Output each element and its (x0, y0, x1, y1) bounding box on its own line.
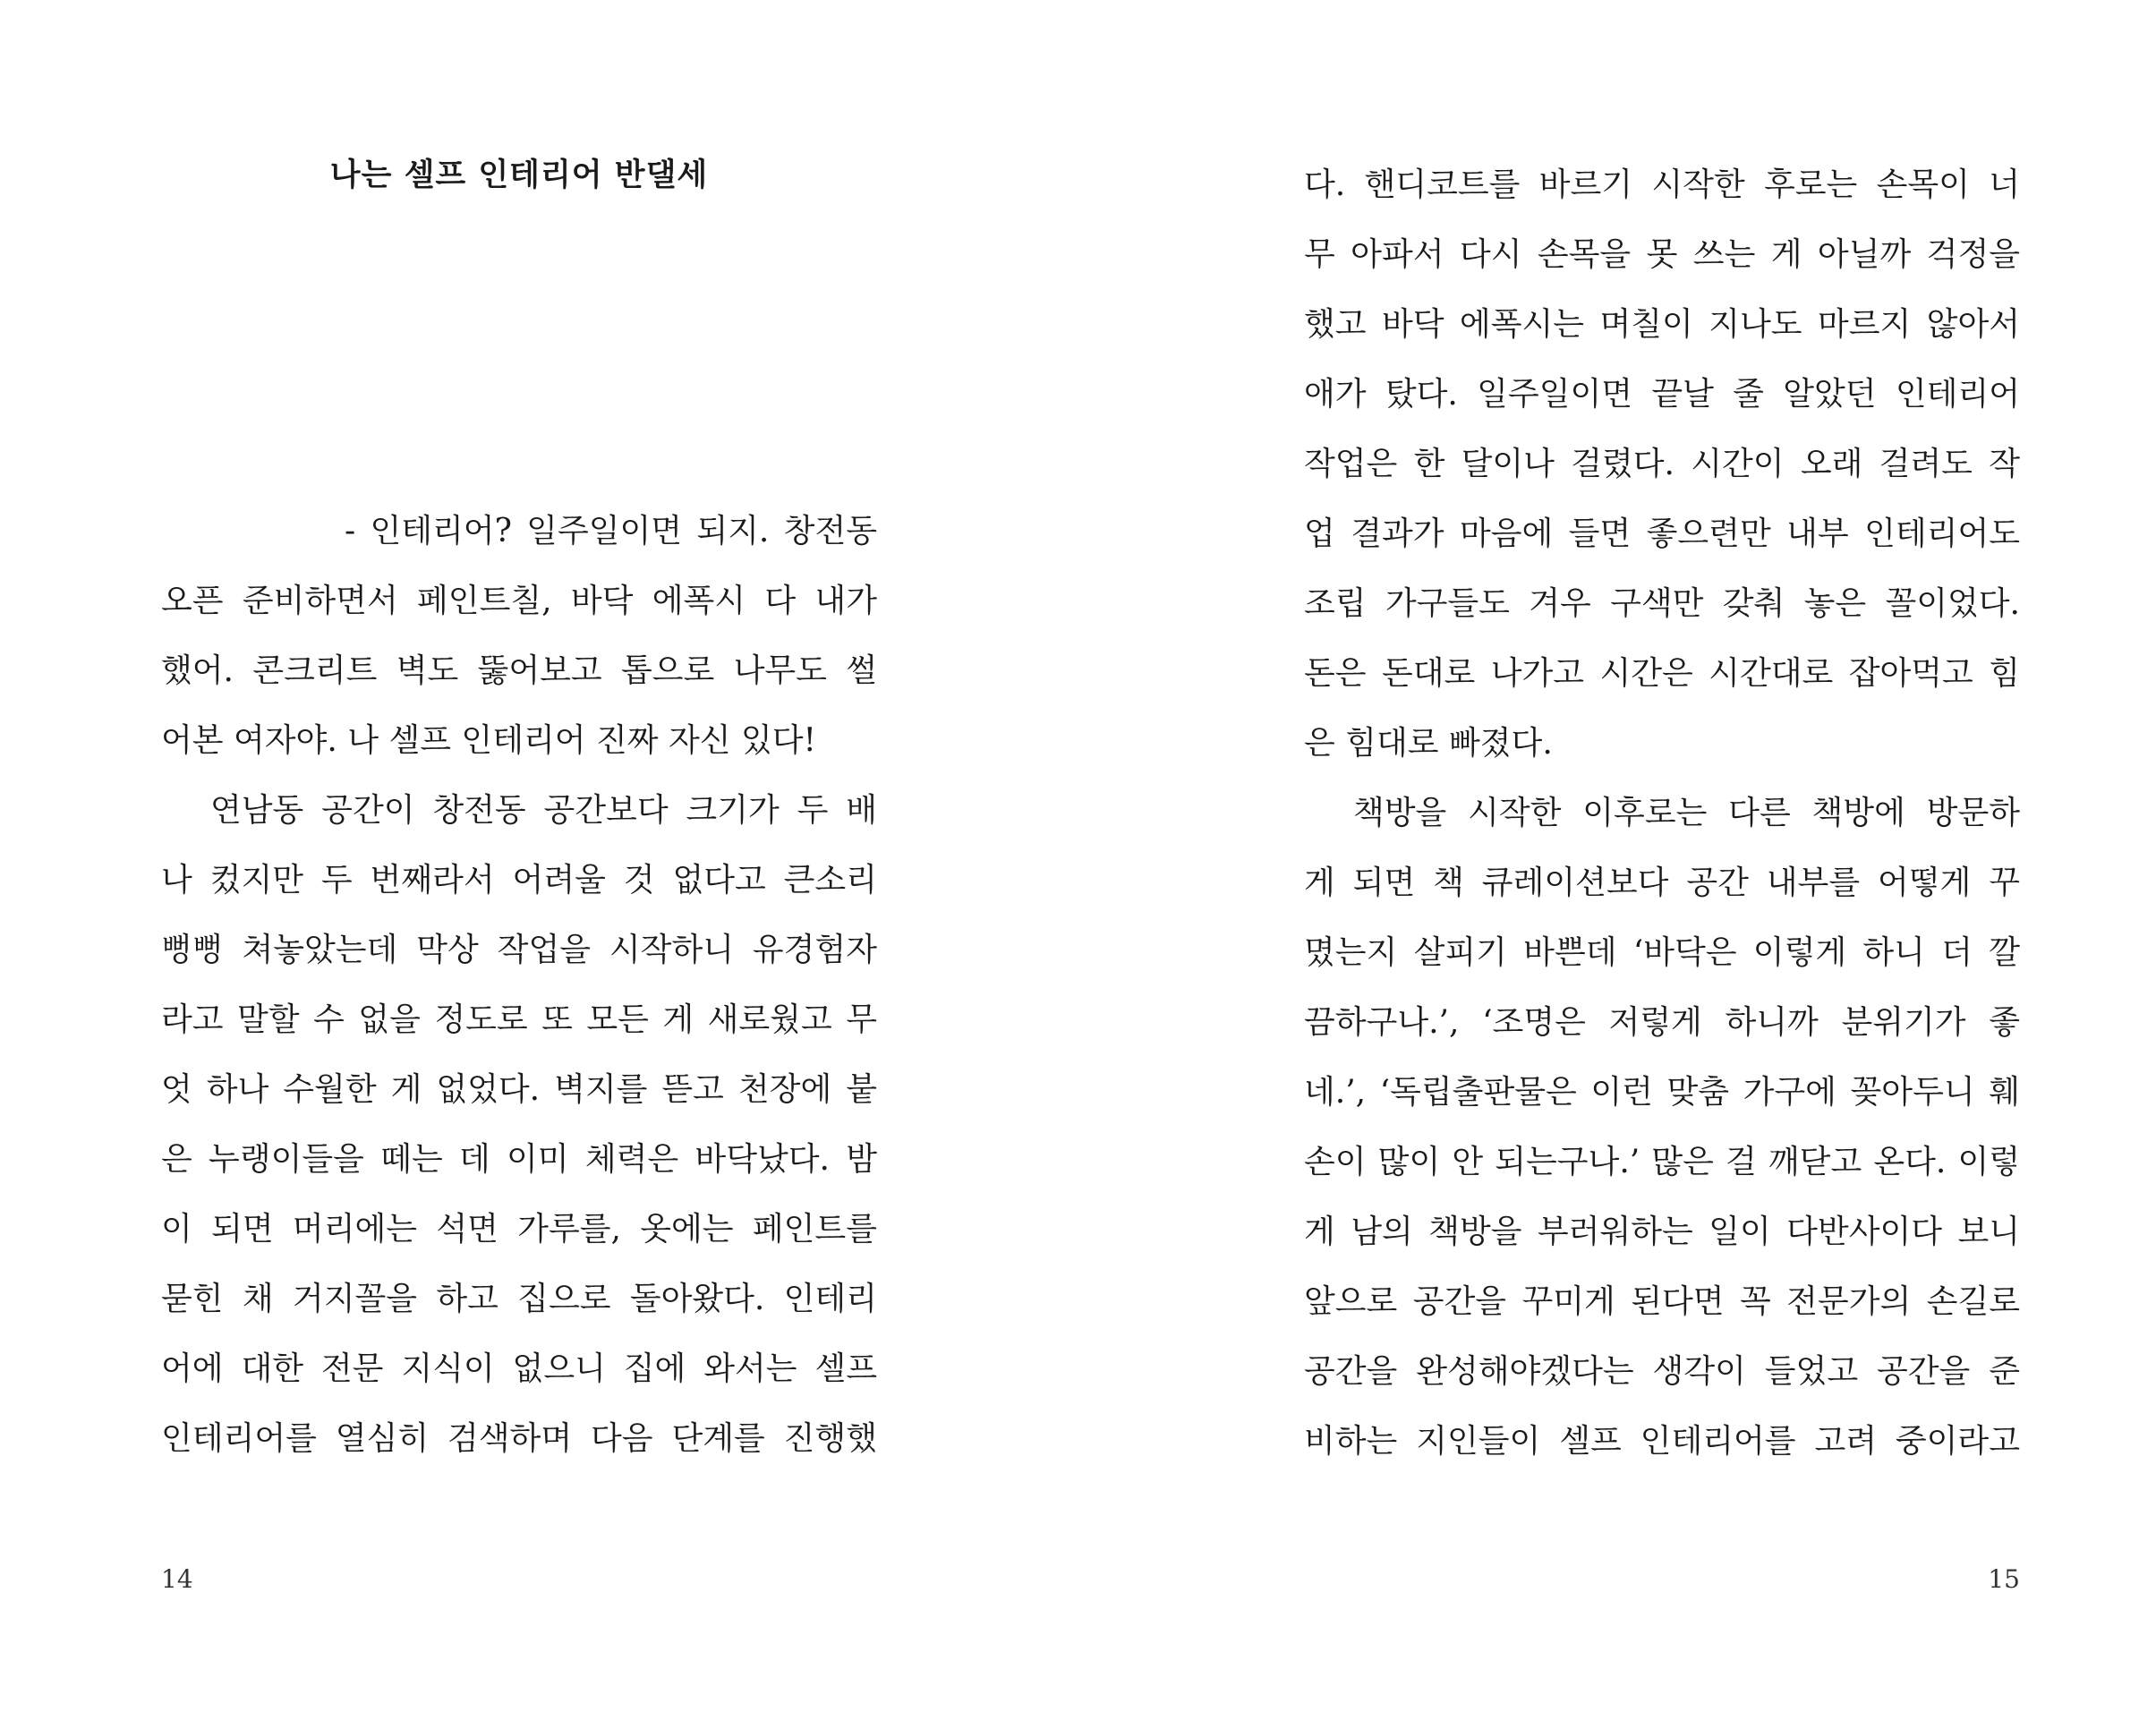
text-line: 손이 많이 안 되는구나.’ 많은 걸 깨닫고 온다. 이렇 (1304, 1144, 2020, 1180)
text-line: 끔하구나.’, ‘조명은 저렇게 하니까 분위기가 좋 (1304, 1004, 2020, 1041)
text-line: 조립 가구들도 겨우 구색만 갖춰 놓은 꼴이었다. (1304, 585, 2020, 622)
page-number-left: 14 (161, 1564, 193, 1594)
text-line: 어에 대한 전문 지식이 없으니 집에 와서는 셀프 (161, 1350, 877, 1387)
text-line: 했어. 콘크리트 벽도 뚫어보고 톱으로 나무도 썰 (161, 652, 877, 689)
left-page-body (161, 497, 877, 1474)
right-page (1304, 0, 2020, 1712)
text-line: 라고 말할 수 없을 정도로 또 모든 게 새로웠고 무 (161, 1001, 877, 1038)
text-line: 묻힌 채 거지꼴을 하고 집으로 돌아왔다. 인테리 (161, 1281, 877, 1317)
text-line: 몄는지 살피기 바쁜데 ‘바닥은 이렇게 하니 더 깔 (1304, 934, 2020, 971)
text-line: 엇 하나 수월한 게 없었다. 벽지를 뜯고 천장에 붙 (161, 1071, 877, 1108)
text-line: 인테리어를 열심히 검색하며 다음 단계를 진행했 (161, 1420, 877, 1457)
text-line: 했고 바닥 에폭시는 며칠이 지나도 마르지 않아서 (1304, 306, 2020, 343)
text-line: 연남동 공간이 창전동 공간보다 크기가 두 배 (210, 792, 877, 829)
text-line: 돈은 돈대로 나가고 시간은 시간대로 잡아먹고 힘 (1304, 655, 2020, 692)
text-line: - 인테리어? 일주일이면 되지. 창전동 (345, 513, 877, 549)
text-line: 어본 여자야. 나 셀프 인테리어 진짜 자신 있다! (161, 722, 816, 759)
text-line: 은 힘대로 빠졌다. (1304, 725, 1553, 762)
left-page (161, 0, 877, 1712)
text-line: 은 누랭이들을 떼는 데 이미 체력은 바닥났다. 밤 (161, 1141, 877, 1178)
text-line: 게 되면 책 큐레이션보다 공간 내부를 어떻게 꾸 (1304, 865, 2020, 901)
text-line: 이 되면 머리에는 석면 가루를, 옷에는 페인트를 (161, 1211, 877, 1248)
text-line: 업 결과가 마음에 들면 좋으련만 내부 인테리어도 (1304, 515, 2020, 552)
text-line: 게 남의 책방을 부러워하는 일이 다반사이다 보니 (1304, 1214, 2020, 1250)
text-line: 작업은 한 달이나 걸렸다. 시간이 오래 걸려도 작 (1304, 446, 2020, 482)
text-line: 네.’, ‘독립출판물은 이런 맞춤 가구에 꽂아두니 훼 (1304, 1074, 2020, 1111)
text-line: 오픈 준비하면서 페인트칠, 바닥 에폭시 다 내가 (161, 583, 877, 619)
text-line: 다. 핸디코트를 바르기 시작한 후로는 손목이 너 (1304, 166, 2020, 203)
page-number-right: 15 (1988, 1564, 2020, 1594)
text-line: 애가 탔다. 일주일이면 끝날 줄 알았던 인테리어 (1304, 376, 2020, 413)
right-page-body (1304, 150, 2020, 1477)
text-line: 뻥뻥 쳐놓았는데 막상 작업을 시작하니 유경험자 (161, 932, 877, 968)
text-line: 공간을 완성해야겠다는 생각이 들었고 공간을 준 (1304, 1353, 2020, 1390)
chapter-title: 나는 셀프 인테리어 반댈세 (329, 158, 709, 193)
text-line: 무 아파서 다시 손목을 못 쓰는 게 아닐까 걱정을 (1304, 236, 2020, 273)
text-line: 책방을 시작한 이후로는 다른 책방에 방문하 (1353, 795, 2020, 831)
text-line: 앞으로 공간을 꾸미게 된다면 꼭 전문가의 손길로 (1304, 1283, 2020, 1320)
text-line: 나 컸지만 두 번째라서 어려울 것 없다고 큰소리 (161, 862, 877, 899)
text-line: 비하는 지인들이 셀프 인테리어를 고려 중이라고 (1304, 1423, 2020, 1460)
